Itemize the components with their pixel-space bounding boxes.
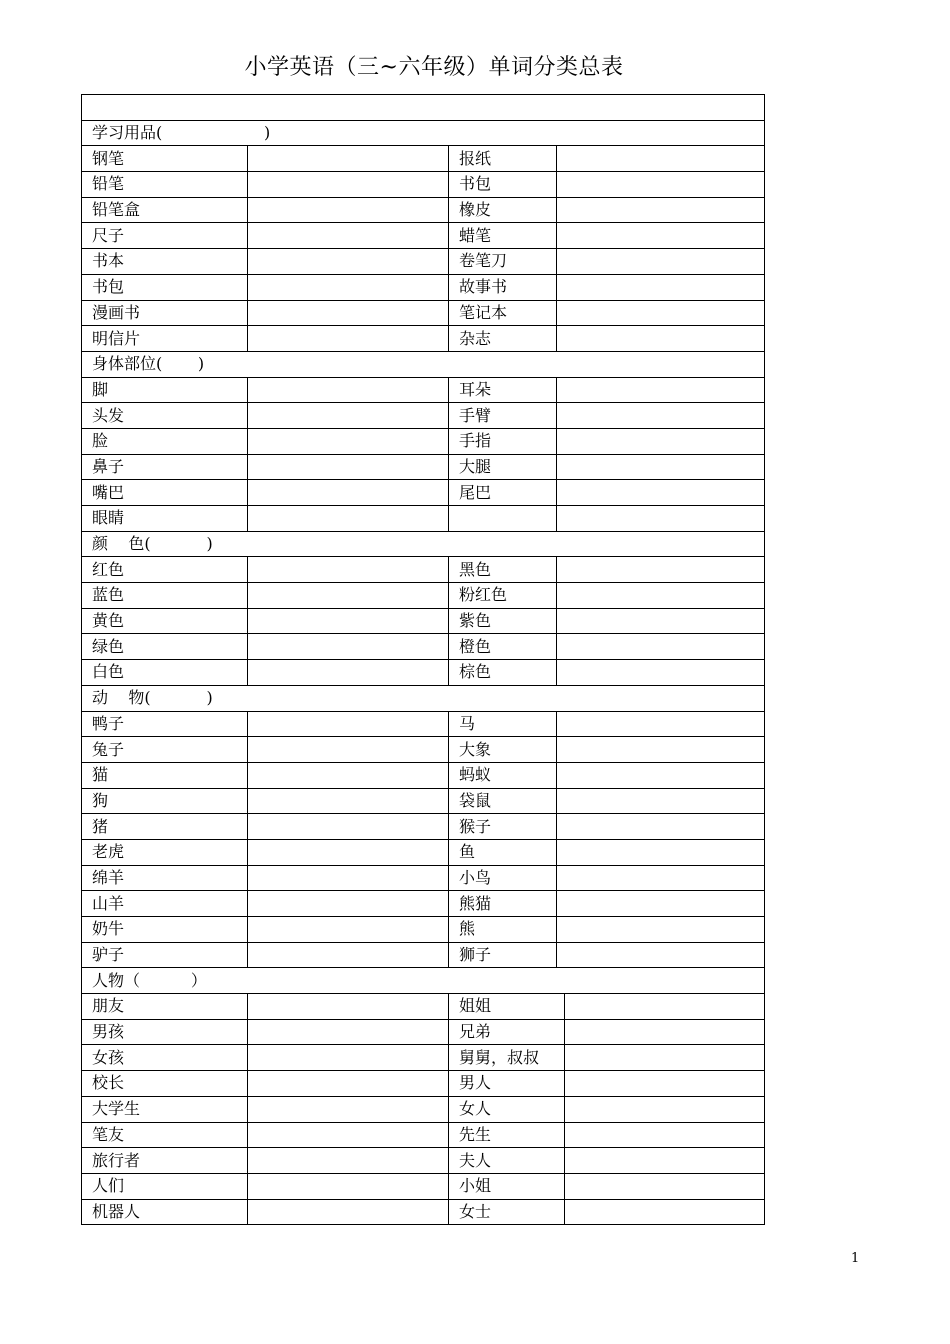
answer-cell-right[interactable] [565, 1173, 765, 1199]
word-chinese-left: 绿色 [82, 634, 248, 660]
answer-cell-left[interactable] [248, 1122, 449, 1148]
answer-cell-right[interactable] [557, 480, 765, 506]
word-chinese-left: 老虎 [82, 839, 248, 865]
table-row [82, 1122, 765, 1148]
answer-cell-right[interactable] [565, 1045, 765, 1071]
table-row [82, 1199, 765, 1225]
word-chinese-right: 卷笔刀 [449, 249, 557, 275]
word-chinese-left: 脸 [82, 428, 248, 454]
word-chinese-right: 手臂 [449, 403, 557, 429]
answer-cell-right[interactable] [557, 942, 765, 968]
word-chinese-right: 橡皮 [449, 197, 557, 223]
answer-cell-left[interactable] [248, 428, 449, 454]
table-row [82, 454, 765, 480]
word-chinese-left: 铅笔盒 [82, 197, 248, 223]
answer-cell-left[interactable] [248, 1045, 449, 1071]
word-chinese-left: 红色 [82, 557, 248, 583]
answer-cell-right[interactable] [557, 377, 765, 403]
table-row [82, 428, 765, 454]
table-row [82, 1096, 765, 1122]
answer-cell-right[interactable] [557, 814, 765, 840]
table-row [82, 660, 765, 686]
table-row [82, 762, 765, 788]
answer-cell-right[interactable] [557, 197, 765, 223]
answer-cell-right[interactable] [557, 428, 765, 454]
word-chinese-left: 铅笔 [82, 172, 248, 198]
word-chinese-left: 猪 [82, 814, 248, 840]
word-chinese-right: 紫色 [449, 608, 557, 634]
word-chinese-left: 尺子 [82, 223, 248, 249]
answer-cell-left[interactable] [248, 172, 449, 198]
section-heading: 学习用品( ) [82, 120, 765, 146]
answer-cell-left[interactable] [248, 762, 449, 788]
table-row [82, 506, 765, 532]
answer-cell-right[interactable] [557, 326, 765, 352]
word-chinese-left: 奶牛 [82, 917, 248, 943]
section-heading: 身体部位( ) [82, 351, 765, 377]
page-title: 小学英语（三~六年级）单词分类总表 [244, 55, 624, 80]
answer-cell-left[interactable] [248, 454, 449, 480]
table-row [82, 249, 765, 275]
word-chinese-right [449, 506, 557, 532]
answer-cell-left[interactable] [248, 1148, 449, 1174]
answer-cell-right[interactable] [557, 403, 765, 429]
word-chinese-right: 耳朵 [449, 377, 557, 403]
table-row [82, 480, 765, 506]
answer-cell-left[interactable] [248, 1199, 449, 1225]
table-row [82, 172, 765, 198]
answer-cell-right[interactable] [557, 146, 765, 172]
page-number: 1 [851, 1251, 860, 1266]
answer-cell-right[interactable] [557, 608, 765, 634]
word-chinese-left: 猫 [82, 762, 248, 788]
answer-cell-right[interactable] [565, 1199, 765, 1225]
answer-cell-left[interactable] [248, 891, 449, 917]
word-chinese-right: 猴子 [449, 814, 557, 840]
word-chinese-left: 笔友 [82, 1122, 248, 1148]
word-chinese-left: 旅行者 [82, 1148, 248, 1174]
table-row [82, 865, 765, 891]
table-row [82, 917, 765, 943]
answer-cell-right[interactable] [557, 300, 765, 326]
answer-cell-left[interactable] [248, 994, 449, 1020]
table-row [82, 326, 765, 352]
answer-cell-right[interactable] [565, 994, 765, 1020]
section-heading-row [82, 351, 765, 377]
answer-cell-left[interactable] [248, 300, 449, 326]
table-row [82, 634, 765, 660]
word-chinese-left: 钢笔 [82, 146, 248, 172]
table-row [82, 223, 765, 249]
answer-cell-right[interactable] [557, 788, 765, 814]
answer-cell-right[interactable] [557, 711, 765, 737]
table-row [82, 839, 765, 865]
vocabulary-table [81, 94, 765, 1225]
answer-cell-left[interactable] [248, 326, 449, 352]
word-chinese-left: 眼睛 [82, 506, 248, 532]
word-chinese-left: 驴子 [82, 942, 248, 968]
word-chinese-left: 鼻子 [82, 454, 248, 480]
word-chinese-right: 蚂蚁 [449, 762, 557, 788]
answer-cell-right[interactable] [557, 865, 765, 891]
word-chinese-left: 头发 [82, 403, 248, 429]
table-row [82, 788, 765, 814]
answer-cell-right[interactable] [565, 1071, 765, 1097]
table-row [82, 1019, 765, 1045]
table-row [82, 994, 765, 1020]
answer-cell-right[interactable] [565, 1122, 765, 1148]
answer-cell-right[interactable] [557, 762, 765, 788]
answer-cell-right[interactable] [557, 583, 765, 609]
word-chinese-right: 笔记本 [449, 300, 557, 326]
answer-cell-left[interactable] [248, 814, 449, 840]
word-chinese-left: 蓝色 [82, 583, 248, 609]
word-chinese-right: 袋鼠 [449, 788, 557, 814]
word-chinese-left: 校长 [82, 1071, 248, 1097]
answer-cell-right[interactable] [557, 660, 765, 686]
answer-cell-left[interactable] [248, 660, 449, 686]
section-heading-row [82, 531, 765, 557]
word-chinese-right: 先生 [449, 1122, 565, 1148]
answer-cell-left[interactable] [248, 737, 449, 763]
answer-cell-right[interactable] [557, 634, 765, 660]
word-chinese-right: 粉红色 [449, 583, 557, 609]
word-chinese-right: 小鸟 [449, 865, 557, 891]
section-heading: 人物（ ） [82, 968, 765, 994]
table-row [82, 1071, 765, 1097]
word-chinese-right: 棕色 [449, 660, 557, 686]
answer-cell-right[interactable] [557, 274, 765, 300]
answer-cell-left[interactable] [248, 377, 449, 403]
word-chinese-right: 大象 [449, 737, 557, 763]
word-chinese-left: 脚 [82, 377, 248, 403]
table-row [82, 557, 765, 583]
answer-cell-right[interactable] [557, 506, 765, 532]
answer-cell-left[interactable] [248, 480, 449, 506]
word-chinese-left: 白色 [82, 660, 248, 686]
answer-cell-right[interactable] [565, 1019, 765, 1045]
answer-cell-left[interactable] [248, 839, 449, 865]
answer-cell-left[interactable] [248, 403, 449, 429]
word-chinese-left: 书本 [82, 249, 248, 275]
word-chinese-right: 夫人 [449, 1148, 565, 1174]
word-chinese-left: 山羊 [82, 891, 248, 917]
answer-cell-right[interactable] [557, 891, 765, 917]
word-chinese-right: 手指 [449, 428, 557, 454]
word-chinese-right: 报纸 [449, 146, 557, 172]
answer-cell-left[interactable] [248, 557, 449, 583]
table-row [82, 146, 765, 172]
word-chinese-right: 男人 [449, 1071, 565, 1097]
blank-header-row [82, 95, 765, 121]
answer-cell-left[interactable] [248, 1096, 449, 1122]
table-row [82, 942, 765, 968]
section-heading-row [82, 120, 765, 146]
word-chinese-right: 杂志 [449, 326, 557, 352]
word-chinese-left: 明信片 [82, 326, 248, 352]
table-row [82, 377, 765, 403]
answer-cell-left[interactable] [248, 608, 449, 634]
answer-cell-left[interactable] [248, 865, 449, 891]
answer-cell-left[interactable] [248, 583, 449, 609]
word-chinese-right: 蜡笔 [449, 223, 557, 249]
answer-cell-right[interactable] [557, 454, 765, 480]
word-chinese-right: 舅舅，叔叔 [449, 1045, 565, 1071]
word-chinese-right: 狮子 [449, 942, 557, 968]
word-chinese-right: 女士 [449, 1199, 565, 1225]
word-chinese-right: 鱼 [449, 839, 557, 865]
word-chinese-right: 尾巴 [449, 480, 557, 506]
answer-cell-left[interactable] [248, 1019, 449, 1045]
answer-cell-left[interactable] [248, 146, 449, 172]
section-heading-row [82, 685, 765, 711]
answer-cell-right[interactable] [557, 839, 765, 865]
answer-cell-left[interactable] [248, 249, 449, 275]
word-chinese-left: 绵羊 [82, 865, 248, 891]
answer-cell-left[interactable] [248, 223, 449, 249]
answer-cell-left[interactable] [248, 274, 449, 300]
word-chinese-right: 橙色 [449, 634, 557, 660]
word-chinese-left: 漫画书 [82, 300, 248, 326]
table-row [82, 1148, 765, 1174]
section-heading: 动 物( ) [82, 685, 765, 711]
table-row [82, 711, 765, 737]
word-chinese-left: 狗 [82, 788, 248, 814]
word-chinese-right: 兄弟 [449, 1019, 565, 1045]
table-row [82, 737, 765, 763]
word-chinese-left: 男孩 [82, 1019, 248, 1045]
answer-cell-right[interactable] [557, 557, 765, 583]
word-chinese-right: 女人 [449, 1096, 565, 1122]
word-chinese-right: 大腿 [449, 454, 557, 480]
word-chinese-right: 故事书 [449, 274, 557, 300]
word-chinese-left: 朋友 [82, 994, 248, 1020]
word-chinese-right: 姐姐 [449, 994, 565, 1020]
word-chinese-left: 女孩 [82, 1045, 248, 1071]
answer-cell-right[interactable] [557, 172, 765, 198]
table-row [82, 608, 765, 634]
word-chinese-right: 黑色 [449, 557, 557, 583]
table-row [82, 1173, 765, 1199]
table-row [82, 300, 765, 326]
word-chinese-left: 嘴巴 [82, 480, 248, 506]
table-row [82, 197, 765, 223]
answer-cell-right[interactable] [557, 223, 765, 249]
table-row [82, 583, 765, 609]
table-row [82, 814, 765, 840]
answer-cell-right[interactable] [557, 917, 765, 943]
answer-cell-right[interactable] [565, 1096, 765, 1122]
section-heading: 颜 色( ) [82, 531, 765, 557]
word-chinese-left: 黄色 [82, 608, 248, 634]
answer-cell-left[interactable] [248, 942, 449, 968]
table-row [82, 403, 765, 429]
word-chinese-right: 马 [449, 711, 557, 737]
table-row [82, 891, 765, 917]
word-chinese-left: 机器人 [82, 1199, 248, 1225]
word-chinese-left: 大学生 [82, 1096, 248, 1122]
answer-cell-right[interactable] [557, 737, 765, 763]
answer-cell-left[interactable] [248, 197, 449, 223]
word-chinese-right: 熊猫 [449, 891, 557, 917]
answer-cell-left[interactable] [248, 634, 449, 660]
answer-cell-right[interactable] [557, 249, 765, 275]
answer-cell-left[interactable] [248, 506, 449, 532]
word-chinese-right: 熊 [449, 917, 557, 943]
answer-cell-right[interactable] [565, 1148, 765, 1174]
section-heading-row [82, 968, 765, 994]
answer-cell-left[interactable] [248, 711, 449, 737]
answer-cell-left[interactable] [248, 1173, 449, 1199]
word-chinese-right: 小姐 [449, 1173, 565, 1199]
word-chinese-left: 兔子 [82, 737, 248, 763]
table-row [82, 1045, 765, 1071]
table-row [82, 274, 765, 300]
word-chinese-left: 人们 [82, 1173, 248, 1199]
answer-cell-left[interactable] [248, 788, 449, 814]
word-chinese-left: 鸭子 [82, 711, 248, 737]
word-chinese-right: 书包 [449, 172, 557, 198]
word-chinese-left: 书包 [82, 274, 248, 300]
answer-cell-left[interactable] [248, 917, 449, 943]
answer-cell-left[interactable] [248, 1071, 449, 1097]
